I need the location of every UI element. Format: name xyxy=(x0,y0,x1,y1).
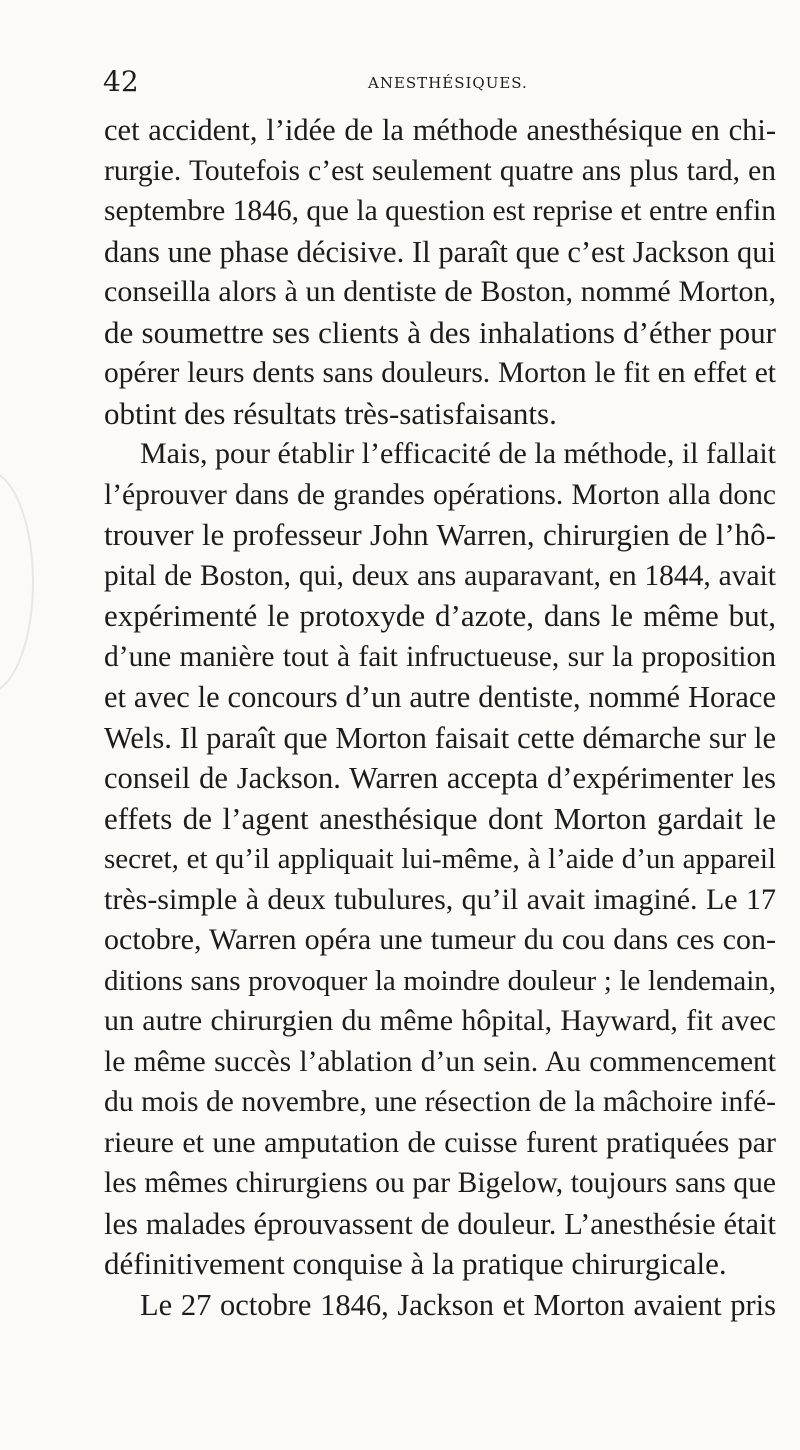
text-line: ditions sans provoquer la moindre douleur ; le lendemain, xyxy=(104,964,776,997)
text-line: septembre 1846, que la question est reprise et entre enfin xyxy=(104,195,776,227)
text-line: Le 27 octobre 1846, Jackson et Morton avaient pris xyxy=(140,1287,776,1322)
text-line: octobre, Warren opéra une tumeur du cou dans ces con- xyxy=(104,923,776,956)
paragraph xyxy=(104,110,776,434)
text-line: Wels. Il paraît que Morton faisait cette démarche sur le xyxy=(104,720,776,755)
text-line: expérimenté le protoxyde d’azote, dans le même but, xyxy=(104,598,776,633)
text-line: l’éprouver dans de grandes opérations. Morton alla donc xyxy=(104,478,776,511)
text-line: Mais, pour établir l’efficacité de la méthode, il fallait xyxy=(140,437,776,470)
paragraph xyxy=(104,434,776,1285)
text-line: opérer leurs dents sans douleurs. Morton le fit en effet et xyxy=(104,357,776,389)
text-line: rurgie. Toutefois c’est seulement quatre ans plus tard, en xyxy=(104,154,776,187)
text-line: obtint des résultats très-satisfaisants. xyxy=(104,395,557,431)
text-line: très-simple à deux tubulures, qu’il avait imaginé. Le 17 xyxy=(104,882,776,916)
body-text xyxy=(104,110,776,1325)
running-head xyxy=(100,62,760,102)
text-line: le même succès l’ablation d’un sein. Au commencement xyxy=(104,1045,776,1078)
stamp-bleed-through xyxy=(0,470,34,694)
text-line: définitivement conquise à la pratique chirurgicale. xyxy=(104,1246,727,1281)
text-line: secret, et qu’il appliquait lui-même, à l’aide d’un appareil xyxy=(104,843,776,875)
text-line: dans une phase décisive. Il paraît que c’est Jackson qui xyxy=(104,234,776,269)
paragraph xyxy=(104,1285,776,1326)
running-title: ANESTHÉSIQUES. xyxy=(368,74,528,92)
text-line: un autre chirurgien du même hôpital, Hayward, fit avec xyxy=(104,1004,776,1037)
text-line: rieure et une amputation de cuisse furent pratiquées par xyxy=(104,1125,776,1159)
text-line: trouver le professeur John Warren, chirurgien de l’hô- xyxy=(104,517,776,552)
text-line: d’une manière tout à fait infructueuse, sur la proposition xyxy=(104,640,776,673)
text-line: les malades éprouvassent de douleur. L’anesthésie était xyxy=(104,1206,776,1241)
text-line: conseilla alors à un dentiste de Boston, nommé Morton, xyxy=(104,275,776,308)
text-line: pital de Boston, qui, deux ans auparavant, en 1844, avait xyxy=(104,559,776,592)
text-line: de soumettre ses clients à des inhalations d’éther pour xyxy=(104,314,776,350)
text-line: cet accident, l’idée de la méthode anesthésique en chi- xyxy=(104,113,776,147)
text-line: du mois de novembre, une résection de la mâchoire infé- xyxy=(104,1086,776,1118)
page-number: 42 xyxy=(103,65,139,98)
text-line: conseil de Jackson. Warren accepta d’expérimenter les xyxy=(104,761,776,795)
text-line: les mêmes chirurgiens ou par Bigelow, toujours sans que xyxy=(104,1167,776,1199)
text-line: effets de l’agent anesthésique dont Morton gardait le xyxy=(104,800,776,836)
text-line: et avec le concours d’un autre dentiste, nommé Horace xyxy=(104,680,776,714)
